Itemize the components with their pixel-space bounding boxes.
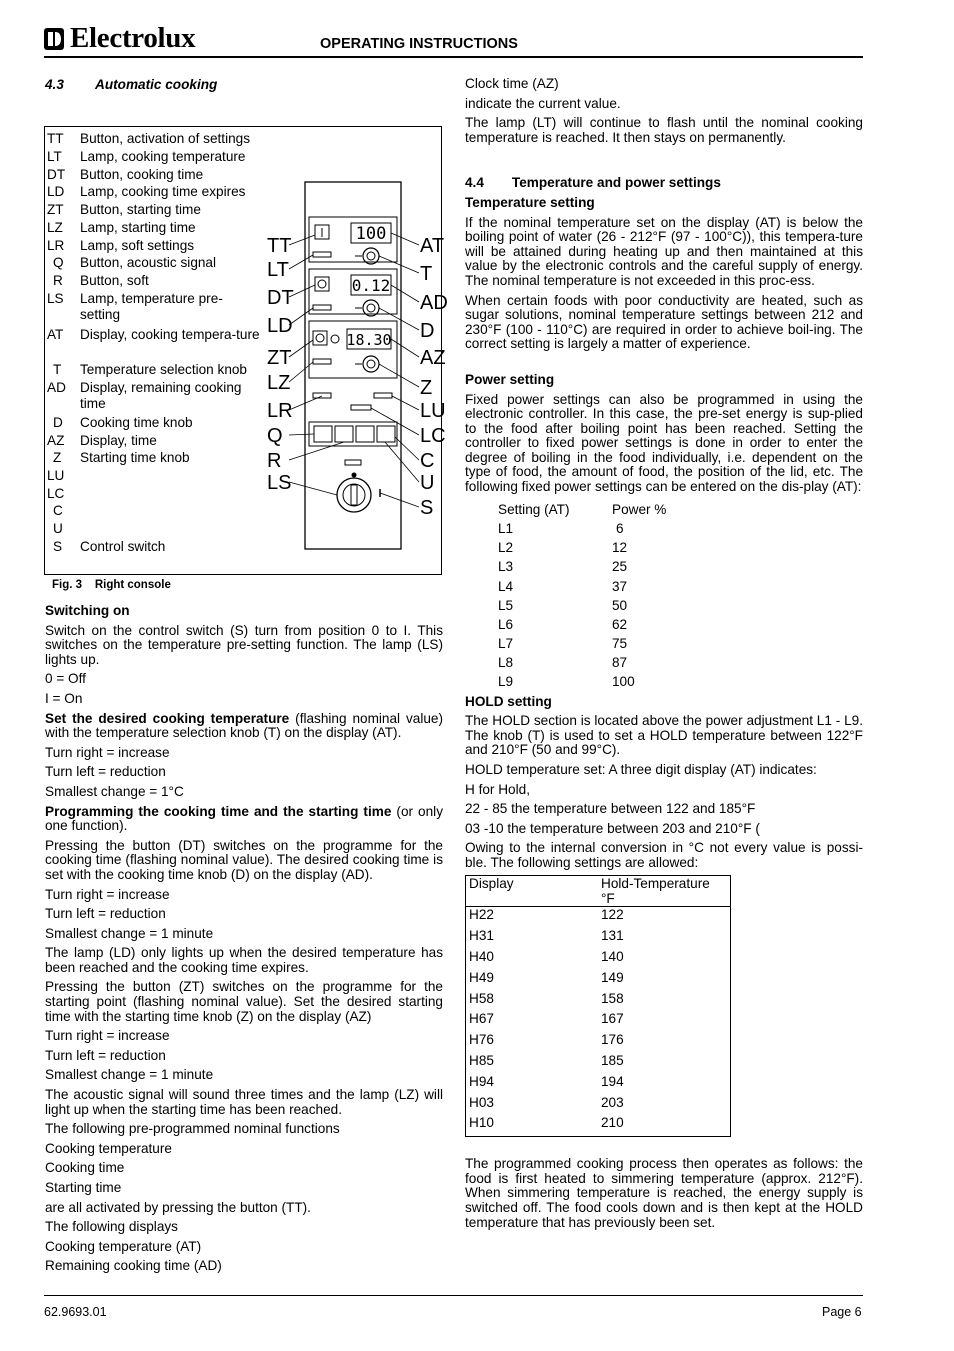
legend-item [47,415,267,431]
hold-display-cell: H85 [469,1053,494,1069]
power-table-row [498,653,666,672]
hold-display-cell: H76 [469,1032,494,1048]
power-setting-cell: L3 [498,559,514,575]
power-table-body [498,500,666,692]
owing-text: Owing to the internal conversion in °C not every value is possi-ble. The following settings are allowed: [465,840,863,870]
legend-code: Z [53,450,62,465]
diagram-label-right: S [420,497,434,519]
legend-desc: Temperature selection knob [80,362,247,377]
off-text: 0 = Off [45,671,86,687]
power-table-row [498,615,666,634]
function-starting-time: Starting time [45,1180,122,1195]
diagram-label-right: C [420,450,435,472]
programming-paragraph [45,805,443,834]
power-percent-cell: 6 [616,520,624,536]
legend-desc: Cooking time knob [80,415,193,430]
preprogrammed-text: The following pre-programmed nominal functions [45,1121,340,1137]
diagram-label-right: AT [420,235,445,257]
section-44-number: 4.4 [465,175,484,191]
hold-header-display: Display [469,876,514,892]
legend-code: LR [47,238,65,253]
temperature-setting-heading: Temperature setting [465,194,595,210]
legend-item [47,220,267,236]
hold-temp-cell: 131 [601,928,624,944]
power-percent-cell: 50 [612,597,628,613]
diagram-label-right: Z [420,377,433,399]
legend-code: TT [47,131,64,146]
poor-conductivity-text: When certain foods with poor conductivity are heated, such as sugar solutions, nominal temperature settings between 212 and 230°F (100 - 110°C) are required in order to achieve boil-ing. The correct setting is largely a matter of experience. [465,292,863,352]
smallest-change-2: Smallest change = 1 minute [45,925,214,941]
left-column [45,604,443,1279]
diagram-label-right: AD [420,292,448,314]
legend-desc: Display, remaining cooking time [80,380,242,411]
hold-table-row [466,907,731,928]
legend-code: LT [47,149,62,164]
diagram-label-right: AZ [420,347,446,369]
power-setting-text: Fixed power settings can also be programmed in using the electronic controller. In this case, the pre-set energy is sup-plied to the food after boiling point has been reached. Setting the controller to fixed power settings is done in order to enter the degree of boiling in the food individually, i.e. dependent on the type of food, the amount of food, the position of the lid, etc. The following fixed power settings can be entered on the dis-play (AT): [465,391,863,495]
hold-table-row [466,970,731,991]
following-displays-text: The following displays [45,1219,178,1235]
diagram-label-left: LS [267,472,292,494]
legend-code: LC [47,486,65,501]
document-title: OPERATING INSTRUCTIONS [320,36,518,52]
brand-name: Electrolux [70,22,196,54]
display-az-value: 18.30 [346,331,392,349]
diagram-label-left: TT [267,235,292,257]
header-rule [44,56,863,58]
power-setting-heading: Power setting [465,371,555,387]
legend-item [47,521,267,537]
indicate-text: indicate the current value. [465,95,621,111]
console-diagram [267,177,448,557]
hold-header-unit: °F [601,891,615,907]
power-percent-cell: 87 [612,655,628,671]
hold-setting-heading: HOLD setting [465,693,552,709]
diagram-label-left: LD [267,315,293,337]
legend-desc: Button, acoustic signal [80,255,217,270]
figure-caption-text: Right console [94,579,171,591]
power-table-row [498,634,666,653]
set-temp-paragraph [45,712,443,741]
power-table-row [498,672,666,691]
hold-temp-cell: 203 [601,1094,624,1110]
power-setting-cell: L1 [498,520,514,536]
section-43-title: Automatic cooking [95,77,218,92]
hold-header-temp-label: Hold-Temperature [601,876,710,892]
hold-display-cell: H58 [469,990,494,1006]
turn-left-1: Turn left = reduction [45,764,166,780]
legend-code: DT [47,167,66,182]
legend-code: S [53,539,63,554]
programming-rest: (or only one function). [45,803,443,834]
legend-item [47,202,267,218]
power-table-row [498,557,666,576]
power-header-setting: Setting (AT) [498,501,570,517]
section-44-title: Temperature and power settings [511,175,721,191]
legend-code: LS [47,291,64,306]
legend-code: AD [47,380,66,395]
hold-display-cell: H94 [469,1073,494,1089]
legend-item [47,131,267,147]
closing-text: The programmed cooking process then operates as follows: the food is first heated to simmering temperature (approx. 212°F). When simmering temperature is reached, the energy supply is switched off. The food cools down and is then kept at the HOLD temperature that has previously been set. [465,1156,863,1230]
smallest-change-3: Smallest change = 1 minute [45,1067,214,1083]
legend-desc: Button, soft [80,273,149,288]
right-column [465,77,863,1235]
diagram-left-labels [267,235,294,494]
hold-table-row [466,1115,731,1136]
legend-item [47,273,267,289]
legend-desc: Button, activation of settings [80,131,251,146]
footer-rule [44,1295,863,1296]
hold-display-cell: H10 [469,1115,494,1131]
power-table-row [498,538,666,557]
hold-display-cell: H22 [469,907,494,923]
hold-table-row [466,991,731,1012]
legend-desc: Control switch [80,539,166,554]
legend-code: D [53,415,63,430]
power-setting-cell: L5 [498,597,514,613]
legend-item [47,149,267,165]
lamp-lt-text: The lamp (LT) will continue to flash until the nominal cooking temperature is reached. It then stays on permanently. [465,115,863,145]
diagram-right-labels [420,235,448,519]
brand-logo [44,22,195,55]
hold-display-cell: H03 [469,1094,494,1110]
display-ad-value: 0.12 [351,276,391,295]
legend-item [47,291,267,322]
diagram-label-right: LC [420,425,446,447]
legend-desc: Lamp, soft settings [80,238,195,253]
hold-temp-cell: 210 [601,1115,624,1131]
set-temp-bold: Set the desired cooking temperature [45,710,290,726]
h-for-hold-text: H for Hold, [465,781,530,797]
hold-table-row [466,1074,731,1095]
legend-desc: Button, starting time [80,202,201,217]
hold-display-cell: H67 [469,1011,494,1027]
hold-table-row [466,1032,731,1053]
hold-temp-cell: 140 [601,949,624,965]
hold-temp-cell: 167 [601,1011,624,1027]
figure-caption [52,579,171,591]
diagram-label-left: Q [267,425,283,447]
hold-temp-cell: 158 [601,990,624,1006]
electrolux-logo-icon [44,28,64,50]
programming-bold: Programming the cooking time and the starting time [45,803,392,819]
legend-item [47,450,267,466]
legend-code: Q [53,255,64,270]
display-clock-time: Clock time (AZ) [465,76,559,91]
range-2-text: 03 -10 the temperature between 203 and 210°F ( [465,820,760,836]
hold-table-header-row [466,876,731,907]
hold-header-temp [598,876,731,907]
document-number: 62.9693.01 [44,1305,107,1319]
power-setting-cell: L7 [498,636,514,652]
legend-code: R [53,273,63,288]
hold-table-body [466,876,731,1137]
diagram-label-right: U [420,472,435,494]
legend-item [47,167,267,183]
legend-item [47,486,267,502]
display-remaining-time: Remaining cooking time (AD) [45,1258,222,1274]
acoustic-text: The acoustic signal will sound three times and the lamp (LZ) will light up when the starting time has been reached. [45,1087,443,1117]
legend-code: ZT [47,202,64,217]
power-percent-cell: 62 [612,616,628,632]
diagram-label-left: ZT [267,347,292,369]
legend-desc: Button, cooking time [80,167,204,182]
turn-right-2: Turn right = increase [45,886,170,902]
activated-text: are all activated by pressing the button (TT). [45,1199,311,1215]
hold-temp-cell: 185 [601,1053,624,1069]
hold-display-cell: H40 [469,949,494,965]
legend-item [47,184,267,200]
on-text: I = On [45,690,83,706]
hold-table-row [466,1053,731,1074]
display-cooking-temperature: Cooking temperature (AT) [45,1238,202,1254]
section-44-heading [465,176,863,191]
legend-item [47,327,267,343]
diagram-label-right: LU [420,400,446,422]
hold-temp-cell: 194 [601,1073,624,1089]
diagram-label-left: R [267,450,282,472]
legend-item [47,255,267,271]
hold-display-cell: H31 [469,928,494,944]
figure-box [44,126,448,575]
legend-code: T [53,362,62,377]
power-percent-cell: 37 [612,578,628,594]
power-setting-cell: L8 [498,655,514,671]
legend-item [47,380,267,411]
legend-desc: Lamp, cooking time expires [80,184,246,199]
range-1-text: 22 - 85 the temperature between 122 and 185°F [465,801,756,817]
turn-left-3: Turn left = reduction [45,1047,166,1063]
legend-item [47,539,267,555]
turn-right-3: Turn right = increase [45,1028,170,1044]
power-percent-cell: 100 [612,674,635,690]
hold-temp-cell: 176 [601,1032,624,1048]
legend-desc: Display, cooking tempera-ture [80,327,260,342]
temperature-setting-text: If the nominal temperature set on the display (AT) is below the boiling point of water (26 - 212°F (97 - 100°C)), this tempera-ture will be attained during heating up and then maintained at this value by the electronic controls and the careful supply of energy. The nominal temperature is not exceeded in this proc-ess. [465,214,863,288]
legend-item [47,362,267,378]
power-table-row [498,596,666,615]
hold-display-text: HOLD temperature set: A three digit display (AT) indicates: [465,761,817,777]
hold-display-cell: H49 [469,969,494,985]
power-percent-cell: 25 [612,559,628,575]
legend-desc: Display, time [80,433,157,448]
section-43-number: 4.3 [45,77,64,92]
turn-right-1: Turn right = increase [45,744,170,760]
page-number: Page 6 [822,1305,862,1319]
smallest-change-1: Smallest change = 1°C [45,783,184,799]
legend-code: LD [47,184,65,199]
power-table-header-row [498,500,666,519]
diagram-label-left: LT [267,259,289,281]
legend-code: C [53,503,63,518]
legend-code: LU [47,468,65,483]
power-setting-cell: L6 [498,616,514,632]
power-percent-cell: 12 [612,540,628,556]
switching-on-text: Switch on the control switch (S) turn from position 0 to I. This switches on the temperature pre-setting function. The lamp (LS) lights up. [45,622,443,667]
power-setting-cell: L9 [498,674,514,690]
legend-code: U [53,521,63,536]
hold-table-row [466,928,731,949]
power-table [498,500,666,692]
hold-table [465,875,731,1137]
hold-table-row [466,949,731,970]
legend-code: AT [47,327,64,342]
legend-desc: Lamp, cooking temperature [80,149,246,164]
legend-desc: Lamp, starting time [80,220,196,235]
legend-item [47,238,267,254]
legend-code: LZ [47,220,63,235]
legend-item [47,503,267,519]
switching-on-heading: Switching on [45,603,130,618]
power-setting-cell: L2 [498,540,514,556]
legend-item [47,468,267,484]
diagram-label-right: T [420,263,433,285]
diagram-label-left: LR [267,400,293,422]
function-cooking-time: Cooking time [45,1160,125,1176]
zt-text: Pressing the button (ZT) switches on the programme for the starting point (flashing nominal value). Set the desired starting time with the starting time knob (Z) on the display (AZ) [45,979,443,1024]
diagram-label-left: LZ [267,372,291,394]
display-at-value: 100 [355,224,387,244]
power-table-row [498,576,666,595]
dt-text: Pressing the button (DT) switches on the programme for the cooking time (flashing nominal value). The desired cooking time is set with the cooking time knob (D) on the display (AD). [45,837,443,882]
hold-table-row [466,1011,731,1032]
function-cooking-temperature: Cooking temperature [45,1140,172,1156]
power-setting-cell: L4 [498,578,514,594]
legend-item [47,433,267,449]
ld-text: The lamp (LD) only lights up when the desired temperature has been reached and the cooking time expires. [45,945,443,975]
legend-desc: Lamp, temperature pre-setting [80,291,223,322]
figure-number: Fig. 3 [52,579,83,591]
set-temp-rest: (flashing nominal value) with the temperature selection knob (T) on the display (AT). [45,710,444,741]
diagram-label-left: DT [267,287,294,309]
hold-temp-cell: 122 [601,907,624,923]
turn-left-2: Turn left = reduction [45,906,166,922]
legend-code: AZ [47,433,65,448]
legend-desc: Starting time knob [80,450,190,465]
diagram-label-right: D [420,320,435,342]
hold-temp-cell: 149 [601,969,624,985]
power-percent-cell: 75 [612,636,628,652]
power-header-power: Power % [612,501,667,517]
hold-table-row [466,1095,731,1116]
power-table-row [498,519,666,538]
hold-setting-text: The HOLD section is located above the power adjustment L1 - L9. The knob (T) is used to set a HOLD temperature between 122°F and 210°F (50 and 99°C). [465,713,863,758]
